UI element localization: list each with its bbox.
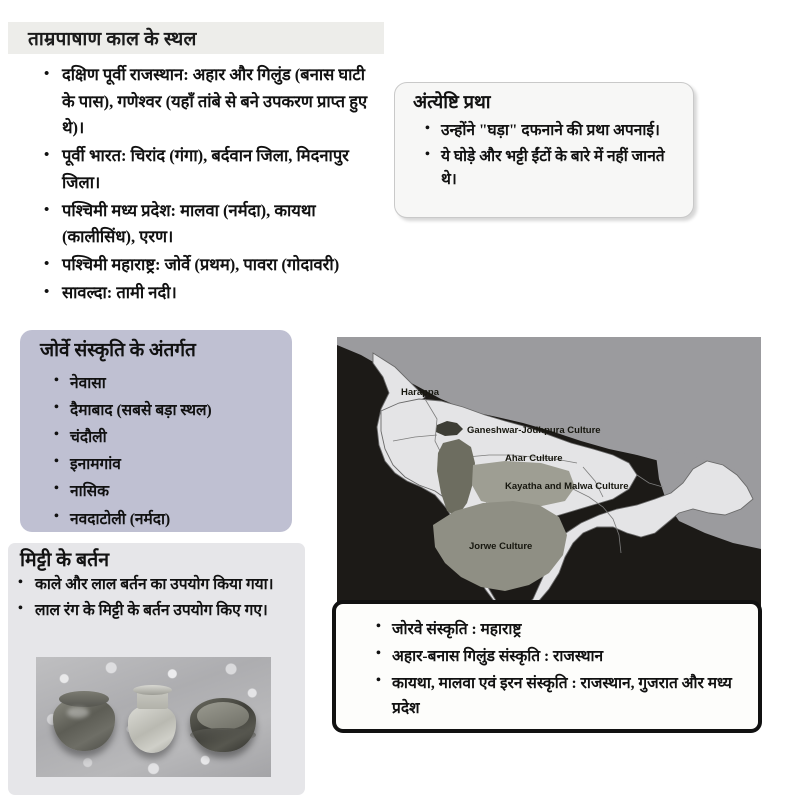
map-svg (337, 337, 761, 615)
pottery-heading: मिट्टी के बर्तन (20, 550, 110, 571)
jorwe-culture-list (52, 371, 282, 534)
list-item: • नेवासा (52, 371, 282, 396)
list-item: • नासिक (52, 479, 282, 504)
list-item: • पश्चिमी मध्य प्रदेश: मालवा (नर्मदा), कायथा (कालीसिंध), एरण। (42, 198, 372, 251)
burial-practice-card (394, 82, 694, 218)
list-item: • पश्चिमी महाराष्ट्र: जोर्वे (प्रथम), पावरा (गोदावरी) (42, 252, 372, 279)
map-label-harappa: Harappa (401, 387, 440, 398)
list-item: • इनामगांव (52, 452, 282, 477)
burial-practice-list (423, 119, 681, 194)
list-item: • ये घोड़े और भट्टी ईंटों के बारे में नहीं जानते थे। (423, 145, 681, 192)
india-cultures-map (337, 337, 761, 615)
list-item: • काले और लाल बर्तन का उपयोग किया गया। (18, 573, 302, 597)
page-title: ताम्रपाषाण काल के स्थल (28, 29, 197, 50)
jorwe-culture-heading: जोर्वे संस्कृति के अंतर्गत (40, 340, 196, 361)
map-label-ahar: Ahar Culture (505, 453, 563, 464)
list-item: • दक्षिण पूर्वी राजस्थान: अहार और गिलुंड (बनास घाटी के पास), गणेश्वर (यहाँ तांबे से बने उपकरण प्राप्त हुए थे)। (42, 62, 372, 142)
list-item: • चंदौली (52, 425, 282, 450)
jorwe-culture-card (20, 330, 292, 532)
page-title-band (8, 22, 384, 54)
list-item: • कायथा, मालवा एवं इरन संस्कृति : राजस्थान, गुजरात और मध्य प्रदेश (374, 671, 752, 721)
map-label-jorwe: Jorwe Culture (469, 541, 533, 552)
list-item: • पूर्वी भारत: चिरांद (गंगा), बर्दवान जिला, मिदनापुर जिला। (42, 143, 372, 196)
list-item: • जोरवे संस्कृति : महाराष्ट्र (374, 617, 752, 642)
list-item: • अहार-बनास गिलुंड संस्कृति : राजस्थान (374, 644, 752, 669)
culture-region-legend-box (332, 600, 762, 733)
pottery-photograph (36, 657, 271, 777)
map-label-ganeshwar-jodhpura: Ganeshwar-Jodhpura Culture (467, 425, 601, 436)
list-item: • नवदाटोली (नर्मदा) (52, 507, 282, 532)
map-label-kayatha-malwa: Kayatha and Malwa Culture (505, 481, 629, 492)
pottery-list (18, 573, 302, 625)
list-item: • लाल रंग के मिट्टी के बर्तन उपयोग किए गए। (18, 599, 302, 623)
burial-practice-heading: अंत्येष्टि प्रथा (413, 93, 491, 113)
list-item: • उन्होंने "घड़ा" दफनाने की प्रथा अपनाई। (423, 119, 681, 143)
list-item: • सावल्दा: तामी नदी। (42, 280, 372, 307)
chalcolithic-sites-list (42, 62, 372, 307)
list-item: • दैमाबाद (सबसे बड़ा स्थल) (52, 398, 282, 423)
culture-region-legend-list (374, 617, 752, 723)
